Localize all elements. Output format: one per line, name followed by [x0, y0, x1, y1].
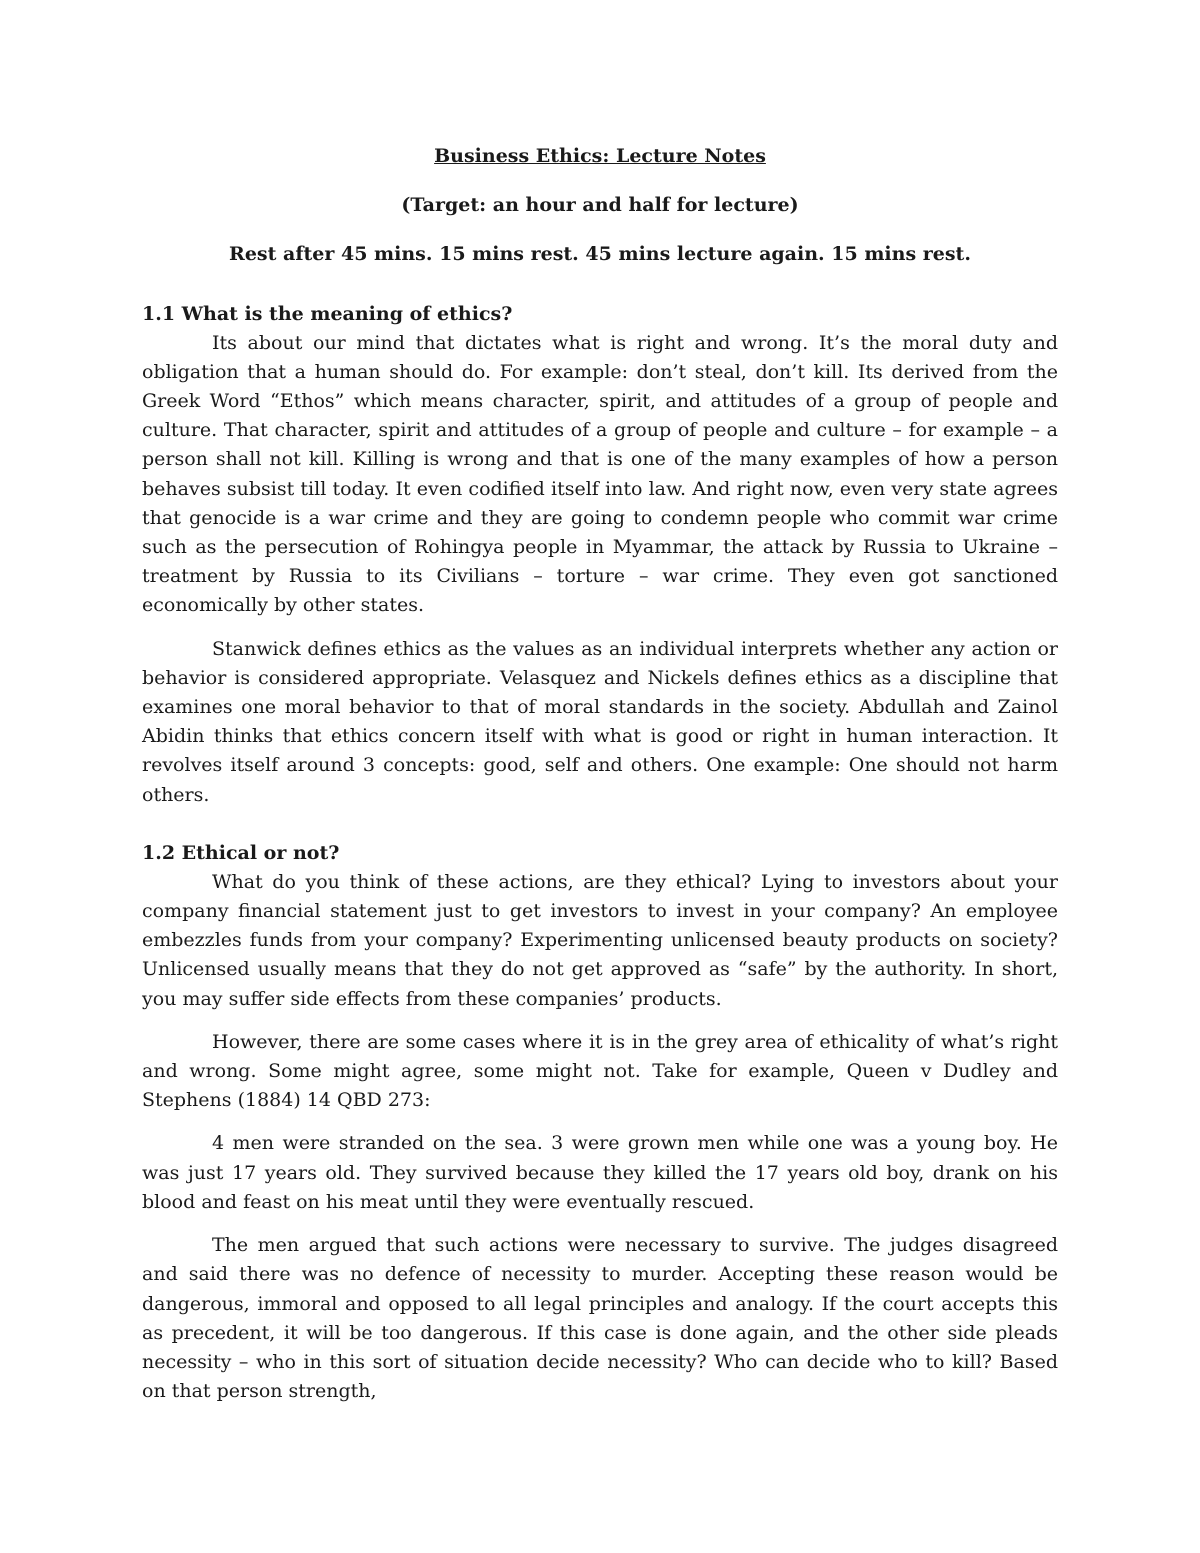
paragraph: Stanwick defines ethics as the values as an individual interprets whether any action or behavior is considered appropriate. Velasquez and Nickels defines ethics as a discipline that examines one moral behavior to that of moral standards in the society. Abdullah and Zainol Abidin thinks that ethics concern itself with what is good or right in human interaction. It revolves itself around 3 concepts: good, self and others. One example: One should not harm others.: [142, 637, 1058, 806]
schedule-note: Rest after 45 mins. 15 mins rest. 45 mins lecture again. 15 mins rest.: [229, 243, 971, 266]
paragraph: What do you think of these actions, are they ethical? Lying to investors about your company financial statement just to get investors to invest in your company? An employee embezzles funds from your company? Experimenting unlicensed beauty products on society? Unlicensed usually means that they do not get approved as “safe” by the authority. In short, you may suffer side effects from these companies’ products.: [142, 870, 1058, 1010]
section-heading-1-1: 1.1 What is the meaning of ethics?: [142, 302, 513, 325]
paragraph: 4 men were stranded on the sea. 3 were grown men while one was a young boy. He was just 17 years old. They survived because they killed the 17 years old boy, drank on his blood and feast on his meat until they were eventually rescued.: [142, 1132, 1058, 1213]
paragraph: Its about our mind that dictates what is right and wrong. It’s the moral duty and obligation that a human should do. For example: don’t steal, don’t kill. Its derived from the Greek Word “Ethos” which means character, spirit, and attitudes of a group of people and culture. That character, spirit and attitudes of a group of people and culture – for example – a person shall not kill. Killing is wrong and that is one of the many examples of how a person behaves subsist till today. It even codified itself into law. And right now, even very state agrees that genocide is a war crime and they are going to condemn people who commit war crime such as the persecution of Rohingya people in Myammar, the attack by Russia to Ukraine – treatment by Russia to its Civilians – torture – war crime. They even got sanctioned economically by other states.: [142, 331, 1058, 617]
paragraph: The men argued that such actions were necessary to survive. The judges disagreed and said there was no defence of necessity to murder. Accepting these reason would be dangerous, immoral and opposed to all legal principles and analogy. If the court accepts this as precedent, it will be too dangerous. If this case is done again, and the other side pleads necessity – who in this sort of situation decide necessity? Who can decide who to kill? Based on that person strength,: [142, 1234, 1058, 1403]
paragraph: However, there are some cases where it is in the grey area of ethicality of what’s right and wrong. Some might agree, some might not. Take for example, Queen v Dudley and Stephens (1884) 14 QBD 273:: [142, 1030, 1058, 1112]
document-subtitle: (Target: an hour and half for lecture): [401, 194, 799, 217]
section-heading-1-2: 1.2 Ethical or not?: [142, 841, 340, 864]
document-title: Business Ethics: Lecture Notes: [434, 145, 766, 167]
